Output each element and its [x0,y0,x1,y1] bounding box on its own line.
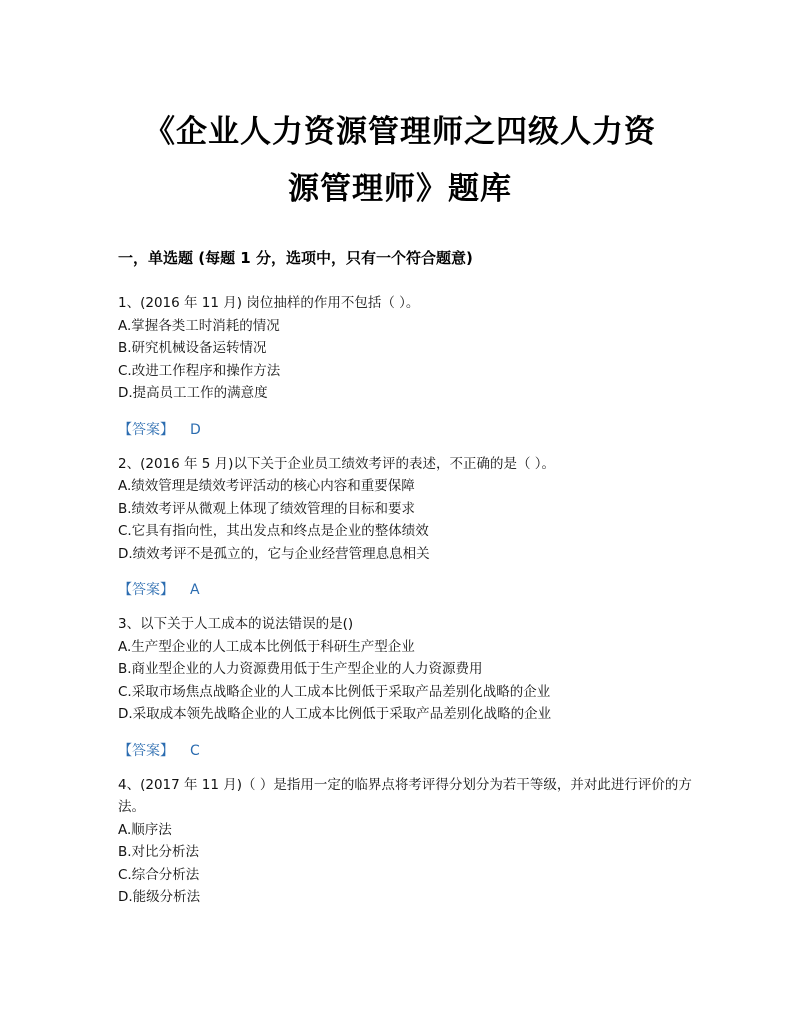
answer-line [118,579,693,601]
option-c: C.改进工作程序和操作方法 [118,362,281,379]
answer-value: C [190,742,200,759]
question-stem: 2、(2016 年 5 月)以下关于企业员工绩效考评的表述，不正确的是（ ）。 [118,455,555,472]
option-a: A.生产型企业的人工成本比例低于科研生产型企业 [118,638,415,655]
answer-line [118,740,693,762]
option-c: C.采取市场焦点战略企业的人工成本比例低于采取产品差别化战略的企业 [118,683,551,700]
question-stem: 4、(2017 年 11 月)（ ）是指用一定的临界点将考评得分划分为若干等级，并对此进行评价的方法。 [118,776,692,815]
question-2 [118,453,693,602]
question-list [118,292,693,921]
option-d: D.绩效考评不是孤立的，它与企业经营管理息息相关 [118,545,430,562]
answer-line [118,419,693,441]
question-1 [118,292,693,441]
answer-label: 【答案】 [118,582,174,598]
question-stem: 3、以下关于人工成本的说法错误的是() [118,616,354,632]
title-line-2: 源管理师》题库 [288,171,512,207]
option-a: A.绩效管理是绩效考评活动的核心内容和重要保障 [118,478,415,494]
option-d: D.能级分析法 [118,889,201,905]
option-a: A.掌握各类工时消耗的情况 [118,317,280,334]
section-heading: 一，单选题 (每题 1 分，选项中，只有一个符合题意) [118,249,473,267]
option-b: B.研究机械设备运转情况 [118,340,267,356]
answer-value: A [190,582,200,598]
question-stem: 1、(2016 年 11 月) 岗位抽样的作用不包括（ ）。 [118,295,420,311]
answer-label: 【答案】 [118,421,174,438]
title-line-1: 《企业人力资源管理师之四级人力资 [144,114,656,150]
option-c: C.综合分析法 [118,866,200,883]
question-4 [118,774,693,909]
option-a: A.顺序法 [118,821,172,838]
option-b: B.商业型企业的人力资源费用低于生产型企业的人力资源费用 [118,661,483,677]
option-c: C.它具有指向性，其出发点和终点是企业的整体绩效 [118,523,429,539]
answer-label: 【答案】 [118,742,174,759]
option-d: D.提高员工工作的满意度 [118,385,268,401]
option-d: D.采取成本领先战略企业的人工成本比例低于采取产品差别化战略的企业 [118,706,552,722]
question-3 [118,613,693,762]
option-b: B.对比分析法 [118,844,200,860]
option-b: B.绩效考评从微观上体现了绩效管理的目标和要求 [118,500,416,517]
document-title [100,104,700,218]
answer-value: D [190,421,201,438]
